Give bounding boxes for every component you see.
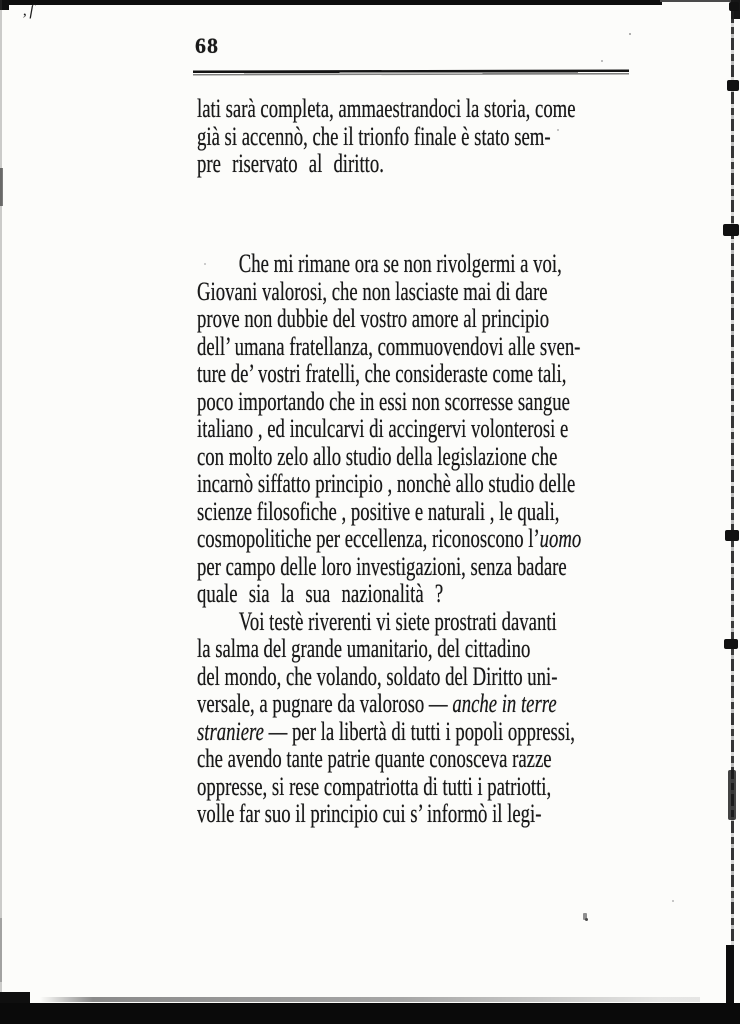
text-line [197,525,627,553]
ink-speck [672,900,674,902]
text-line: la salma del grande umanitario, del cittadino [197,634,531,663]
text-line: poco importando che in essi non scorresse sangue [197,386,570,416]
italic-text-segment: uomo [539,524,582,553]
text-line: dell’ umana fratellanza, commuovendovi alle sven- [197,331,581,361]
paragraph-1 [197,95,627,178]
text-line: incarnò siffatto principio , nonchè allo studio delle [197,469,576,498]
text-line: oppresse, si rese compatriotta di tutti i patriotti, [197,771,552,801]
text-line: del mondo, che volando, soldato del Diritto uni- [197,661,558,691]
scan-edge-bottom [0,1003,740,1024]
scan-edge-right-line [731,0,734,1024]
text-line: volle far suo il principio cui s’ informò il legi- [197,799,542,828]
text-line: lati sarà completa, ammaestrandoci la storia, come [197,94,576,123]
text-line [197,718,627,746]
scan-edge-left-lower-segment [0,918,2,982]
ink-stray-mark: ‚ſ [22,2,36,19]
text-line: Voi testè riverenti vi siete prostrati davanti [238,606,557,636]
text-line: con molto zelo allo studio della legislazione che [197,441,558,471]
text-line: Giovani valorosi, che non lasciaste mai di dare [197,276,548,306]
text-line: quale sia la sua nazionalità ? [197,579,444,608]
scan-blob [725,530,739,541]
text-segment: — per la libertà di tutti i popoli oppressi, [263,716,575,746]
scan-edge-left-dark-segment [0,168,3,206]
text-segment: versale, a pugnare da valoroso — [197,689,453,718]
scan-blob [724,639,738,649]
text-line: scienze filosofiche , positive e naturali , le quali, [197,496,560,526]
text-line: che avendo tante patrie quante conosceva razze [197,744,552,773]
text-line: già si accennò, che il trionfo finale è stato sem- [197,121,551,151]
text-line: pre riservato al diritto. [197,149,384,178]
text-line [197,690,627,718]
paragraph-2-and-3 [197,250,627,828]
text-line: italiano , ed inculcarvi di accingervi volonterosi e [197,414,569,443]
text-line: per campo delle loro investigazioni, senza badare [197,551,567,581]
italic-text-segment: straniere [197,716,264,746]
scan-blob [729,2,739,11]
scan-blob [727,80,739,91]
page-number: 68 [195,33,219,58]
scan-edge-top-right [660,0,740,2]
ink-speck [585,918,588,921]
text-line: Che mi rimane ora se non rivolgermi a voi, [238,249,562,278]
header-rule [193,70,629,76]
ink-speck [601,60,603,62]
text-line: prove non dubbie del vostro amore al principio [197,304,550,333]
text-line: ture de’ vostri fratelli, che consideraste come tali, [197,359,567,388]
ink-speck [629,33,631,35]
scan-edge-bottom-fuzz [40,997,700,1002]
scan-blob [723,224,739,236]
italic-text-segment: anche in terre [452,689,557,718]
scan-edge-top [0,0,662,5]
text-segment: cosmopolitiche per eccellenza, riconoscono l’ [197,524,540,553]
scan-edge-left [0,0,2,1024]
scan-blob [728,770,736,820]
